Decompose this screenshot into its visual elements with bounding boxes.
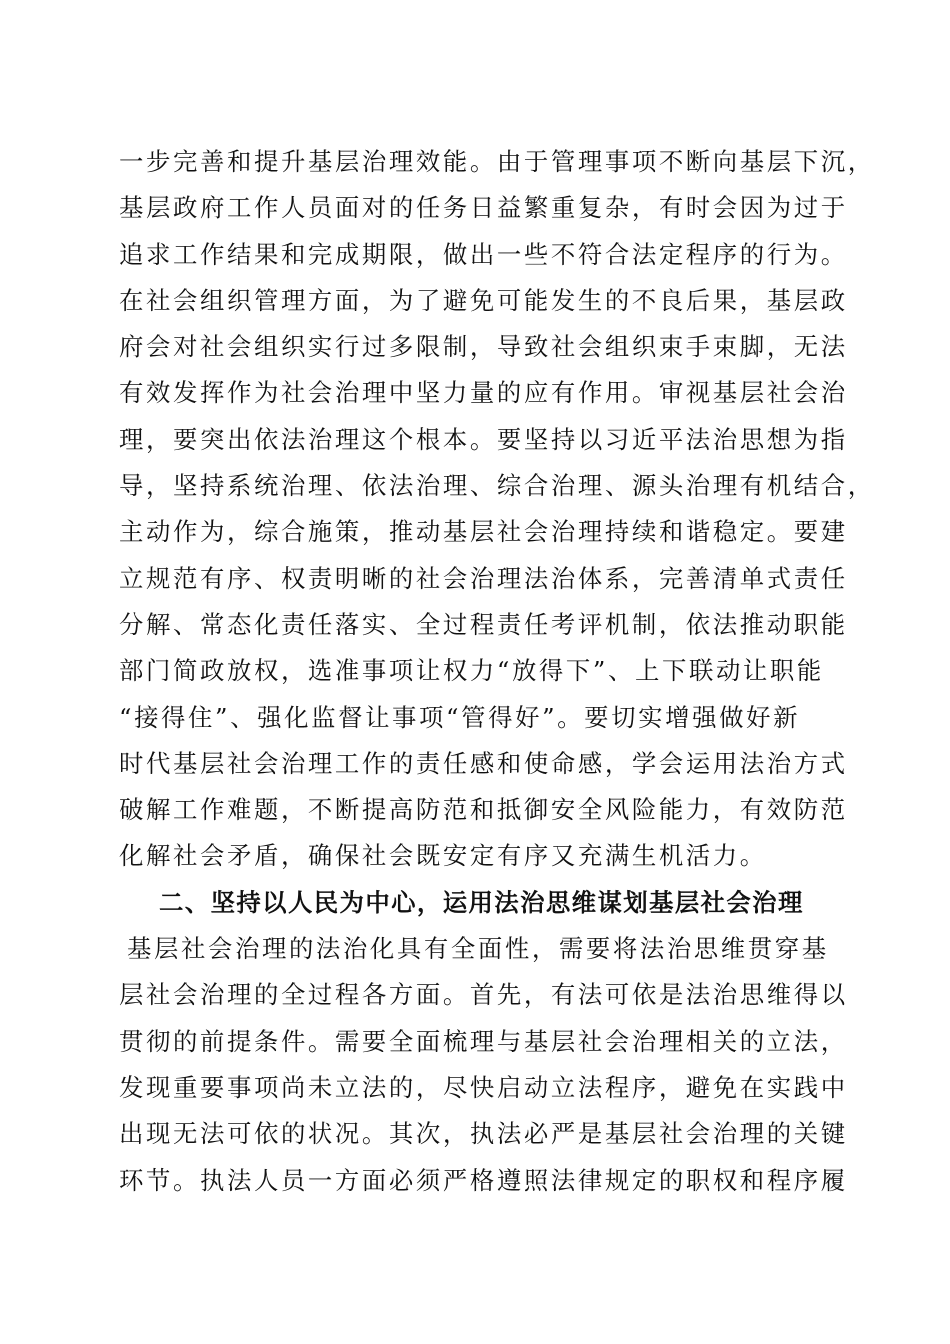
paragraph-section-two xyxy=(119,926,848,1204)
document-body xyxy=(119,139,875,1204)
text-line: 分解、常态化责任落实、全过程责任考评机制，依法推动职能 xyxy=(119,609,848,639)
text-line: 发现重要事项尚未立法的，尽快启动立法程序，避免在实践中 xyxy=(119,1072,848,1102)
text-line: 立规范有序、权责明晰的社会治理法治体系，完善清单式责任 xyxy=(119,563,848,593)
text-line: 环节。执法人员一方面必须严格遵照法律规定的职权和程序履 xyxy=(119,1165,848,1195)
text-line: 导，坚持系统治理、依法治理、综合治理、源头治理有机结合， xyxy=(119,471,875,501)
text-line: 化解社会矛盾，确保社会既安定有序又充满生机活力。 xyxy=(119,841,767,871)
text-line: 主动作为，综合施策，推动基层社会治理持续和谐稳定。要建 xyxy=(119,517,848,547)
paragraph-continuation xyxy=(119,139,875,880)
text-line: 府会对社会组织实行过多限制，导致社会组织束手束脚，无法 xyxy=(119,332,848,362)
text-line: 在社会组织管理方面，为了避免可能发生的不良后果，基层政 xyxy=(119,285,848,315)
text-line: 追求工作结果和完成期限，做出一些不符合法定程序的行为。 xyxy=(119,239,848,269)
text-line: 出现无法可依的状况。其次，执法必严是基层社会治理的关键 xyxy=(119,1119,848,1149)
text-line: 基层社会治理的法治化具有全面性，需要将法治思维贯穿基 xyxy=(127,934,829,964)
text-line: 时代基层社会治理工作的责任感和使命感，学会运用法治方式 xyxy=(119,748,848,778)
text-line: 层社会治理的全过程各方面。首先，有法可依是法治思维得以 xyxy=(119,980,848,1010)
text-line: 基层政府工作人员面对的任务日益繁重复杂，有时会因为过于 xyxy=(119,193,848,223)
section-heading: 二、坚持以人民为中心，运用法治思维谋划基层社会治理 xyxy=(159,887,804,917)
text-line: 理，要突出依法治理这个根本。要坚持以习近平法治思想为指 xyxy=(119,424,848,454)
text-line: 部门简政放权，选准事项让权力“放得下”、上下联动让职能 xyxy=(119,656,824,686)
text-line: 一步完善和提升基层治理效能。由于管理事项不断向基层下沉， xyxy=(119,147,875,176)
text-line: 破解工作难题，不断提高防范和抵御安全风险能力，有效防范 xyxy=(119,795,848,825)
text-line: 贯彻的前提条件。需要全面梳理与基层社会治理相关的立法， xyxy=(119,1026,848,1056)
text-line: 有效发挥作为社会治理中坚力量的应有作用。审视基层社会治 xyxy=(119,378,848,408)
text-line: “接得住”、强化监督让事项“管得好”。要切实增强做好新 xyxy=(119,702,801,732)
